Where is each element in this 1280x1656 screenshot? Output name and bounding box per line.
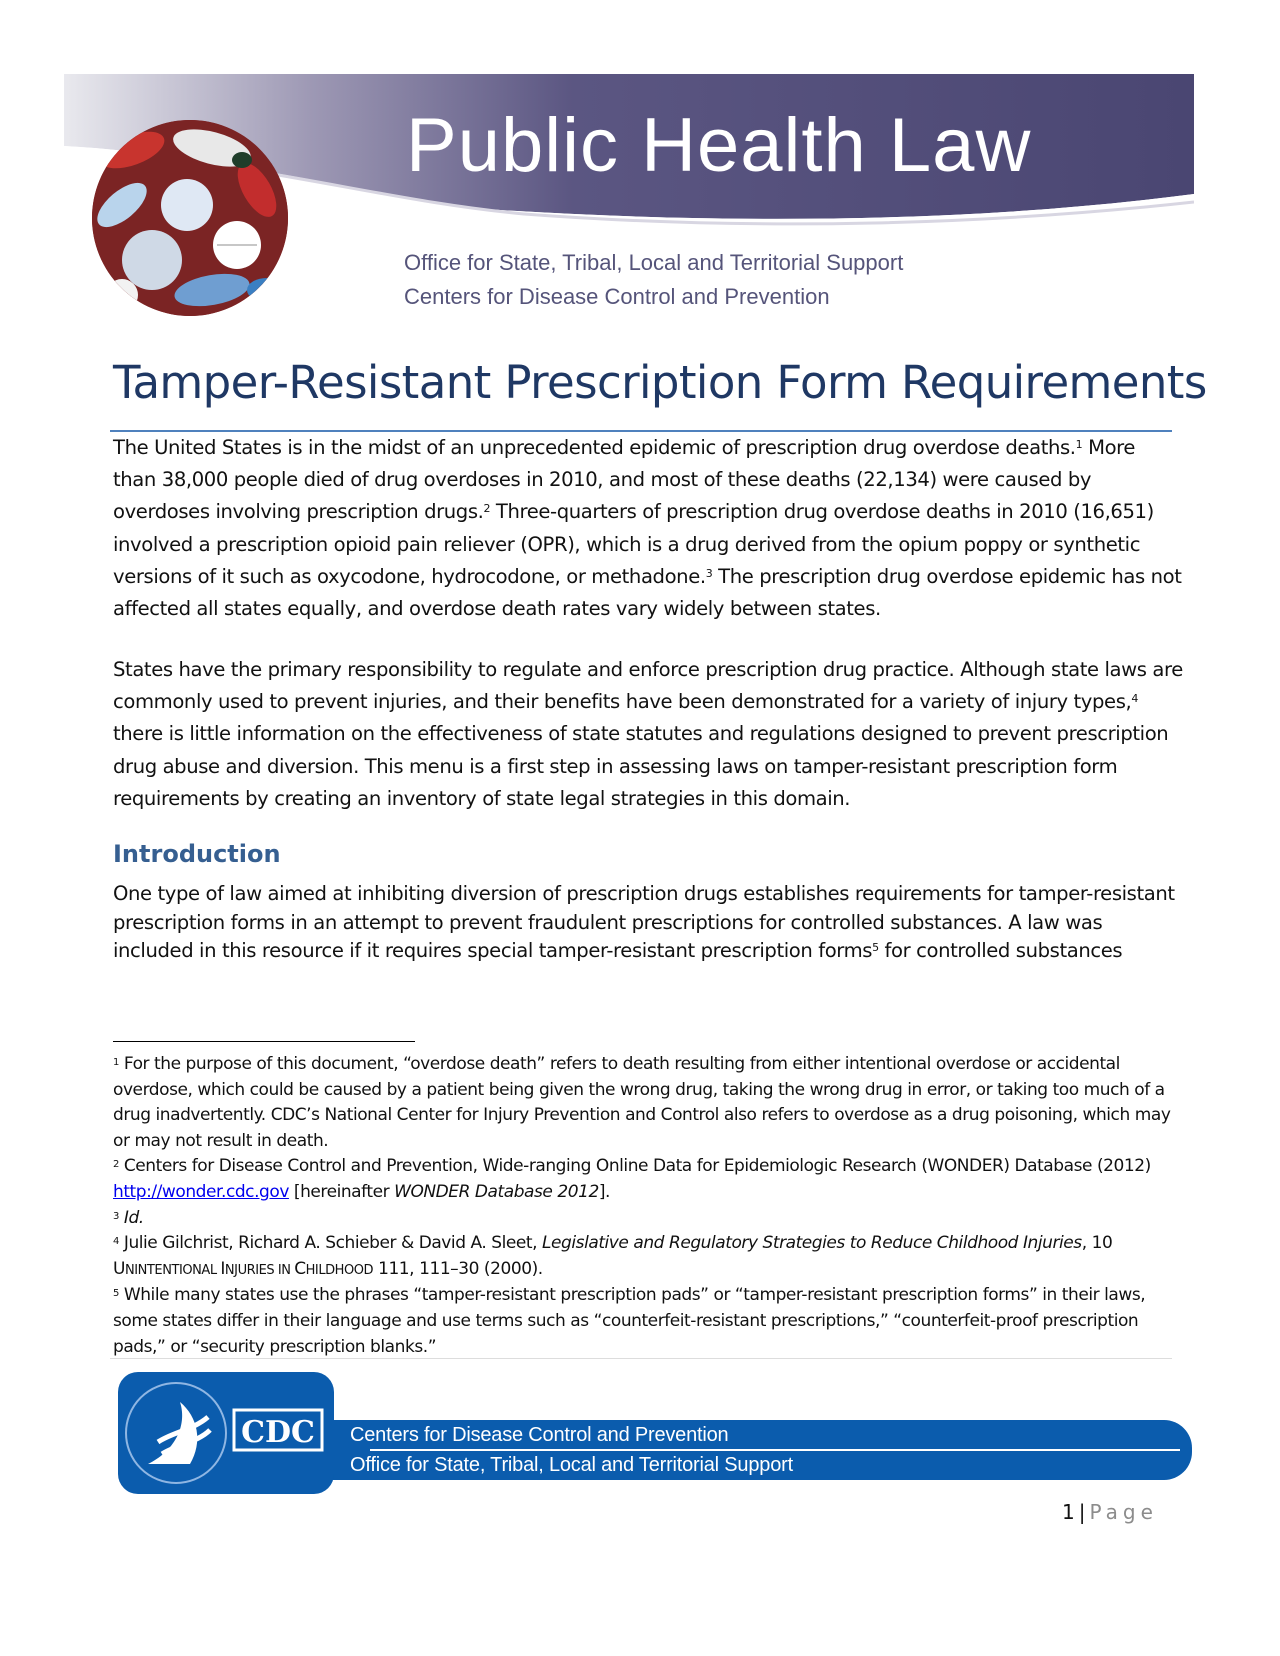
footnote-ref-5[interactable]: 5 xyxy=(872,941,879,955)
footnote-5: $^5$ While many states use the phrases “tamper-resistant prescription pads” or “tamper-resistant prescription forms” in their laws, some states differ in their language and use terms such as “counterfeit-resistant prescriptions,” “counterfeit-proof prescription pads,” or “security prescription blanks.” xyxy=(113,1285,1146,1357)
pills-image xyxy=(92,120,288,316)
page-label: Page xyxy=(1089,1500,1158,1524)
footnote-ref-1[interactable]: 1 xyxy=(1075,438,1083,451)
paragraph-states: States have the primary responsibility to regulate and enforce prescription drug practice. Although state laws are commonly used to prevent injuries, and their benefits have been demonstrated for a variety of injury types,$^4$ there is little information on the effectiveness of state statutes and regulations designed to prevent prescription drug abuse and diversion. This menu is a first step in assessing laws on tamper-resistant prescription form requirements by creating an inventory of state legal strategies in this domain. xyxy=(113,658,1183,810)
cdc-footer-line2: Office for State, Tribal, Local and Territorial Support xyxy=(350,1454,793,1476)
cdc-logo-text: CDC xyxy=(241,1415,315,1450)
page-number: 1 xyxy=(1062,1500,1075,1524)
subtitle-cdc: Centers for Disease Control and Prevention xyxy=(404,284,830,309)
introduction-heading: Introduction xyxy=(113,840,281,868)
footnote-ref-3[interactable]: 3 xyxy=(705,566,713,580)
footnote-4: $^4$ Julie Gilchrist, Richard A. Schieber & David A. Sleet, Legislative and Regulatory Strategies to Reduce Childhood Injuries, 10 UNINTENTIONAL INJURIES IN CHILDHOOD 111, 111–30 (2000). xyxy=(113,1233,1113,1279)
footnote-1: $^1$ For the purpose of this document, “overdose death” refers to death resulting from either intentional overdose or accidental overdose, which could be caused by a patient being given the wrong drug, taking the wrong drug in error, or taking too much of a drug inadvertently. CDC’s National Center for Injury Prevention and Control also refers to overdose as a drug poisoning, which may or may not result in death. xyxy=(113,1054,1171,1151)
subtitle-office: Office for State, Tribal, Local and Territorial Support xyxy=(404,250,904,275)
footnote-2: $^2$ Centers for Disease Control and Prevention, Wide-ranging Online Data for Epidemiologic Research (WONDER) Database (2012) http://wonder.cdc.gov [hereinafter WONDER Database 2012]. xyxy=(113,1156,1151,1202)
pills-photo xyxy=(92,120,288,316)
footnote-ref-2[interactable]: 2 xyxy=(483,502,491,516)
wonder-link[interactable]: http://wonder.cdc.gov xyxy=(113,1181,289,1202)
footnote-ref-4[interactable]: 4 xyxy=(1131,692,1138,706)
footer-separator xyxy=(110,1358,1172,1359)
paragraph-epidemic: The United States is in the midst of an unprecedented epidemic of prescription drug overdose deaths.$^1$ More than 38,000 people died of drug overdoses in 2010, and most of these deaths (22,134) were caused by overdoses involving prescription drugs.$^2$ Three-quarters of prescription drug overdose deaths in 2010 (16,651) involved a prescription opioid pain reliever (OPR), which is a drug derived from the opium poppy or synthetic versions of it such as oxycodone, hydrocodone, or methadone.$^3$ The prescription drug overdose epidemic has not affected all states equally, and overdose death rates vary widely between states. xyxy=(113,436,1182,621)
footnote-3: $^3$ Id. xyxy=(113,1207,144,1228)
footnote-separator xyxy=(113,1041,415,1042)
page-indicator: 1 | Page xyxy=(1062,1500,1158,1524)
banner-title: Public Health Law xyxy=(406,103,1032,188)
document-title: Tamper-Resistant Prescription Form Requirements xyxy=(113,356,1207,409)
footnotes xyxy=(113,1052,1188,1360)
cdc-logo xyxy=(118,1372,334,1494)
cdc-footer-line1: Centers for Disease Control and Prevention xyxy=(350,1424,729,1446)
paragraph-introduction: One type of law aimed at inhibiting diversion of prescription drugs establishes requirements for tamper-resistant prescription forms in an attempt to prevent fraudulent prescriptions for controlled substances. A law was included in this resource if it requires special tamper-resistant prescription forms$^5$ for controlled substances xyxy=(113,882,1175,963)
